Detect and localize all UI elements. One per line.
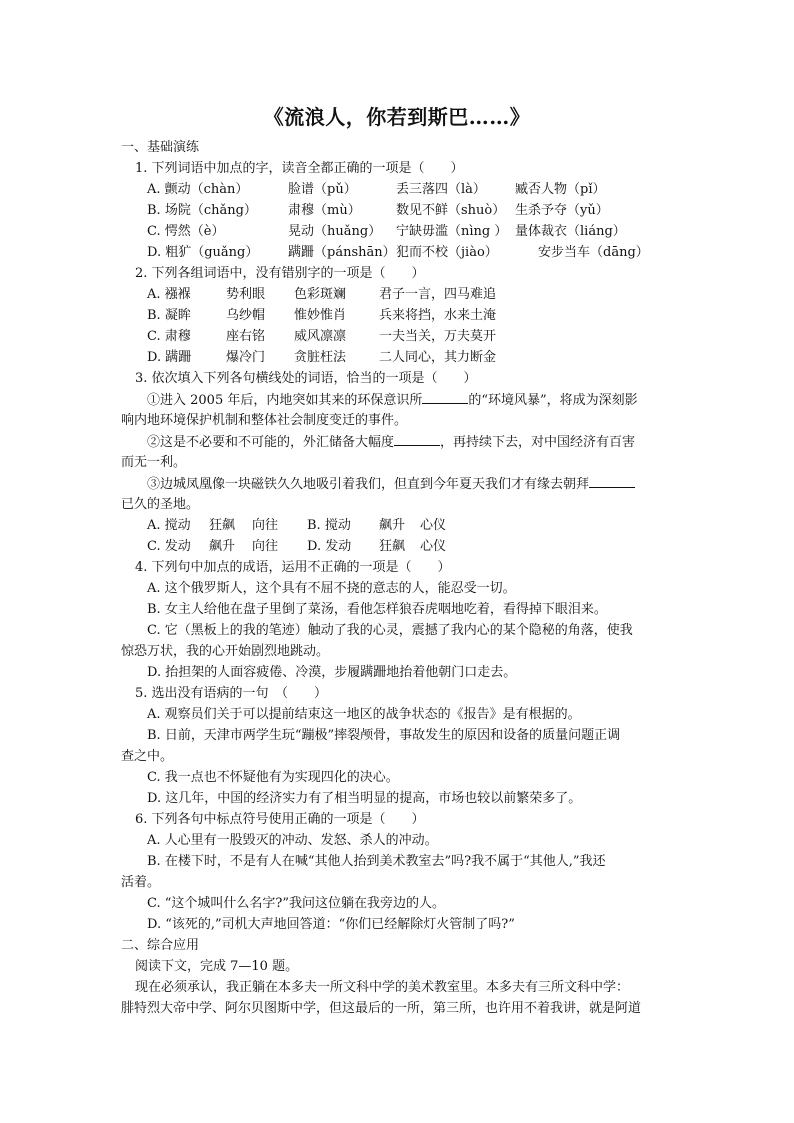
q3-option-b-3: 心仪 — [420, 518, 447, 533]
q1-option-c-2: 晃动（huǎng） — [288, 224, 382, 239]
q5-option-c: C. 我一点也不怀疑他有为实现四化的决心。 — [147, 770, 399, 785]
q2-option-c-2: 座右铭 — [226, 329, 266, 344]
q5-option-d: D. 这几年，中国的经济实力有了相当明显的提高，市场也较以前繁荣多了。 — [147, 791, 582, 806]
q1-option-a-2: 脸谱（pǔ） — [288, 182, 357, 197]
question-1-stem: 1. 下列词语中加点的字，读音全都正确的一项是（ ） — [135, 161, 464, 176]
q2-option-a-3: 色彩斑斓 — [294, 287, 347, 302]
q3-option-c-1: C. 发动 — [147, 539, 191, 554]
q2-option-b-1: B. 凝眸 — [147, 308, 191, 323]
q6-option-d: D. “该死的,”司机大声地回答道：“你们已经解除灯火管制了吗?” — [147, 917, 515, 932]
fill-blank — [589, 474, 635, 488]
q2-option-b-4: 兵来将挡，水来土淹 — [379, 308, 497, 323]
q2-option-c-4: 一夫当关，万夫莫开 — [379, 329, 497, 344]
q4-option-c-cont: 惊恐万状，我的心开始剧烈地跳动。 — [121, 644, 330, 659]
page-title: 《流浪人，你若到斯巴……》 — [263, 105, 531, 129]
q2-option-d-3: 贪脏枉法 — [294, 350, 347, 365]
q1-option-b-2: 肃穆（mù） — [288, 203, 361, 218]
q1-option-b-1: B. 场院（chǎng） — [147, 203, 257, 218]
q2-option-a-4: 君子一言，四马难追 — [379, 287, 497, 302]
q3-sentence-2 — [147, 432, 635, 453]
q1-option-b-3: 数见不鲜（shuò） — [396, 203, 506, 218]
section-heading-basic: 一、基础演练 — [121, 140, 200, 155]
q3-option-d-3: 心仪 — [420, 539, 447, 554]
fill-blank — [394, 432, 440, 446]
q3-option-c-3: 向往 — [252, 539, 279, 554]
q1-option-b-4: 生杀予夺（yǔ） — [515, 203, 609, 218]
q3-sentence-3 — [147, 474, 635, 495]
q1-option-a-1: A. 颤动（chàn） — [147, 182, 249, 197]
reading-intro: 阅读下文，完成 7—10 题。 — [135, 959, 299, 974]
q3-sentence-1-part-b: 的“环境风暴”，将成为深刻影 — [468, 393, 638, 408]
question-6-stem: 6. 下列各句中标点符号使用正确的一项是（ ） — [135, 812, 425, 827]
q3-option-b-1: B. 搅动 — [307, 518, 351, 533]
q6-option-b: B. 在楼下时，不是有人在喊“其他人抬到美术教室去”吗?我不属于“其他人,”我还 — [147, 854, 606, 869]
question-2-stem: 2. 下列各组词语中，没有错别字的一项是（ ） — [135, 266, 425, 281]
q3-sentence-2-part-b: ，再持续下去，对中国经济有百害 — [440, 435, 636, 450]
q1-option-a-3: 丢三落四（là） — [396, 182, 486, 197]
q2-option-d-2: 爆冷门 — [226, 350, 266, 365]
section-heading-applied: 二、综合应用 — [121, 938, 200, 953]
q6-option-a: A. 人心里有一股毁灭的冲动、发怒、杀人的冲动。 — [147, 833, 438, 848]
q3-sentence-2-part-a: ②这是不必要和不可能的，外汇储备大幅度 — [147, 435, 395, 450]
q2-option-c-3: 威风凛凛 — [294, 329, 347, 344]
q3-sentence-1-part-a: ①进入 2005 年后，内地突如其来的环保意识所 — [147, 393, 423, 408]
q1-option-c-1: C. 愕然（è） — [147, 224, 225, 239]
q1-option-c-3: 宁缺毋滥（nìng ） — [396, 224, 508, 239]
q4-option-c: C. 它（黑板上的我的笔迹）触动了我的心灵，震撼了我内心的某个隐秘的角落，使我 — [147, 623, 633, 638]
q6-option-b-cont: 活着。 — [121, 875, 161, 890]
q1-option-d-1: D. 粗犷（guǎng） — [147, 245, 259, 260]
q5-option-b-cont: 查之中。 — [121, 749, 174, 764]
q3-option-c-2: 飙升 — [209, 539, 236, 554]
q3-sentence-3-part-a: ③边城凤凰像一块磁铁久久地吸引着我们，但直到今年夏天我们才有缘去朝拜 — [147, 477, 590, 492]
q4-option-a: A. 这个俄罗斯人，这个具有不屈不挠的意志的人，能忍受一切。 — [147, 581, 516, 596]
reading-paragraph-line-2: 腓特烈大帝中学、阿尔贝图斯中学，但这最后的一所，第三所，也许用不着我讲，就是阿道 — [121, 1001, 642, 1016]
q2-option-b-2: 乌纱帽 — [226, 308, 266, 323]
q1-option-d-4: 安步当车（dāng） — [538, 245, 649, 260]
q6-option-c: C. “这个城叫什么名字?”我问这位躺在我旁边的人。 — [147, 896, 446, 911]
q2-option-d-1: D. 蹒跚 — [147, 350, 192, 365]
q2-option-d-4: 二人同心，其力断金 — [379, 350, 497, 365]
q3-option-a-2: 狂飙 — [209, 518, 236, 533]
q3-sentence-1-cont: 响内地环境保护机制和整体社会制度变迁的事件。 — [121, 413, 408, 428]
q2-option-a-2: 势利眼 — [226, 287, 266, 302]
q2-option-c-1: C. 肃穆 — [147, 329, 191, 344]
q3-sentence-2-cont: 而无一利。 — [121, 455, 187, 470]
q2-option-a-1: A. 襁褓 — [147, 287, 191, 302]
reading-paragraph-line-1: 现在必须承认，我正躺在本多夫一所文科中学的美术教室里。本多夫有三所文科中学： — [135, 980, 630, 995]
q5-option-b: B. 日前，天津市两学生玩“蹦极”摔裂颅骨，事故发生的原因和设备的质量问题正调 — [147, 728, 621, 743]
q1-option-d-2: 蹒跚（pánshān） — [288, 245, 396, 260]
q1-option-a-4: 臧否人物（pǐ） — [515, 182, 606, 197]
q3-sentence-3-cont: 已久的圣地。 — [121, 497, 200, 512]
q3-option-d-1: D. 发动 — [307, 539, 352, 554]
q3-option-d-2: 狂飙 — [379, 539, 406, 554]
q4-option-b: B. 女主人给他在盘子里倒了菜汤，看他怎样狼吞虎咽地吃着，看得掉下眼泪来。 — [147, 602, 607, 617]
q1-option-c-4: 量体裁衣（liáng） — [515, 224, 626, 239]
q5-option-a: A. 观察员们关于可以提前结束这一地区的战争状态的《报告》是有根据的。 — [147, 707, 581, 722]
question-3-stem: 3. 依次填入下列各句横线处的词语，恰当的一项是（ ） — [135, 371, 477, 386]
q3-option-a-3: 向往 — [252, 518, 279, 533]
q4-option-d: D. 抬担架的人面容疲倦、冷漠，步履蹒跚地抬着他朝门口走去。 — [147, 665, 517, 680]
fill-blank — [422, 390, 468, 404]
q1-option-d-3: 犯而不校（jiào） — [396, 245, 498, 260]
question-5-stem: 5. 选出没有语病的一句 （ ） — [135, 686, 328, 701]
question-4-stem: 4. 下列句中加点的成语，运用不正确的一项是（ ） — [135, 560, 451, 575]
q3-sentence-1 — [147, 390, 638, 411]
q3-option-b-2: 飙升 — [379, 518, 406, 533]
q3-option-a-1: A. 搅动 — [147, 518, 191, 533]
q2-option-b-3: 惟妙惟肖 — [294, 308, 347, 323]
